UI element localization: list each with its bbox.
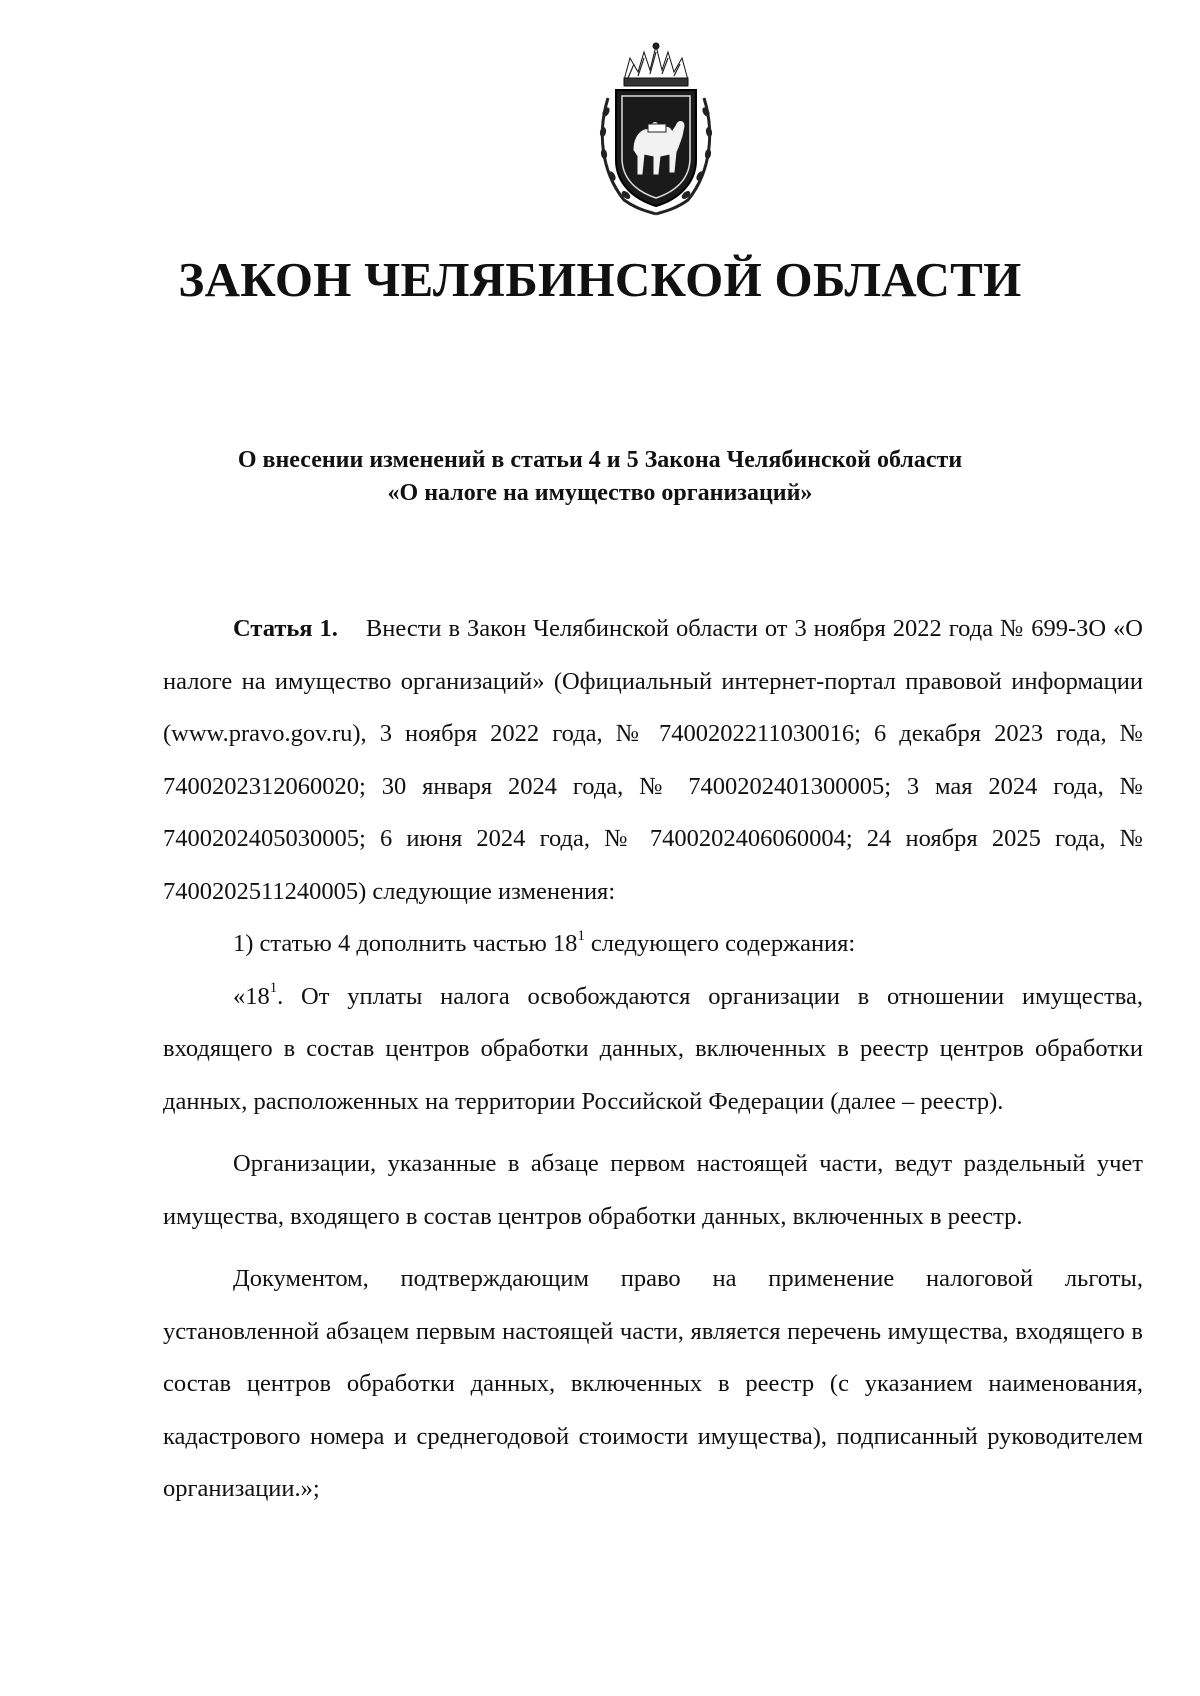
article-1-intro [163, 603, 1143, 918]
article-label: Статья 1. [233, 615, 338, 642]
law-subject-line-2: «О налоге на имущество организаций» [387, 480, 813, 506]
article-1-intro-text: Внести в Закон Челябинской области от 3 ноября 2022 года № 699-ЗО «О налоге на имущество организаций» (Официальный интернет-портал правовой информации (www.pravo.gov.ru), 3 ноября 2022 года, № 7400202211030016; 6 декабря 2023 года, № 7400202312060020; 30 января 2024 года, № 7400202401300005; 3 мая 2024 года, № 7400202405030005; 6 июня 2024 года, № 7400202406060004; 24 ноября 2025 года, № 7400202511240005) следующие изменения: [163, 615, 1143, 905]
chelyabinsk-coat-of-arms-icon [594, 40, 718, 216]
paragraph-1-prefix: «18 [233, 982, 270, 1010]
item-1-suffix: следующего содержания: [584, 930, 856, 957]
article-1-paragraph-1 [163, 971, 1143, 1129]
paragraph-1-superscript: 1 [269, 980, 278, 997]
item-1-superscript: 1 [577, 927, 585, 944]
article-1-item-1 [163, 918, 1143, 971]
paragraph-1-text: . От уплаты налога освобождаются организации в отношении имущества, входящего в состав центров обработки данных, включенных в реестр центров обработки данных, расположенных на территории Российской Федерации (далее – реестр). [163, 982, 1143, 1115]
law-subject-line-1: О внесении изменений в статьи 4 и 5 Закона Челябинской области [237, 447, 963, 473]
law-subject [0, 444, 1200, 510]
article-1-paragraph-2: Организации, указанные в абзаце первом настоящей части, ведут раздельный учет имущества, входящего в состав центров обработки данных, включенных в реестр. [163, 1150, 1143, 1230]
law-body [163, 603, 1143, 1516]
article-1-paragraph-3: Документом, подтверждающим право на применение налоговой льготы, установленной абзацем первым настоящей части, является перечень имущества, входящего в состав центров обработки данных, включенных в реестр (с указанием наименования, кадастрового номера и среднегодовой стоимости имущества), подписанный руководителем организации.»; [163, 1265, 1143, 1502]
item-1-prefix: 1) статью 4 дополнить частью 18 [233, 930, 578, 957]
law-title: ЗАКОН ЧЕЛЯБИНСКОЙ ОБЛАСТИ [178, 252, 1022, 307]
